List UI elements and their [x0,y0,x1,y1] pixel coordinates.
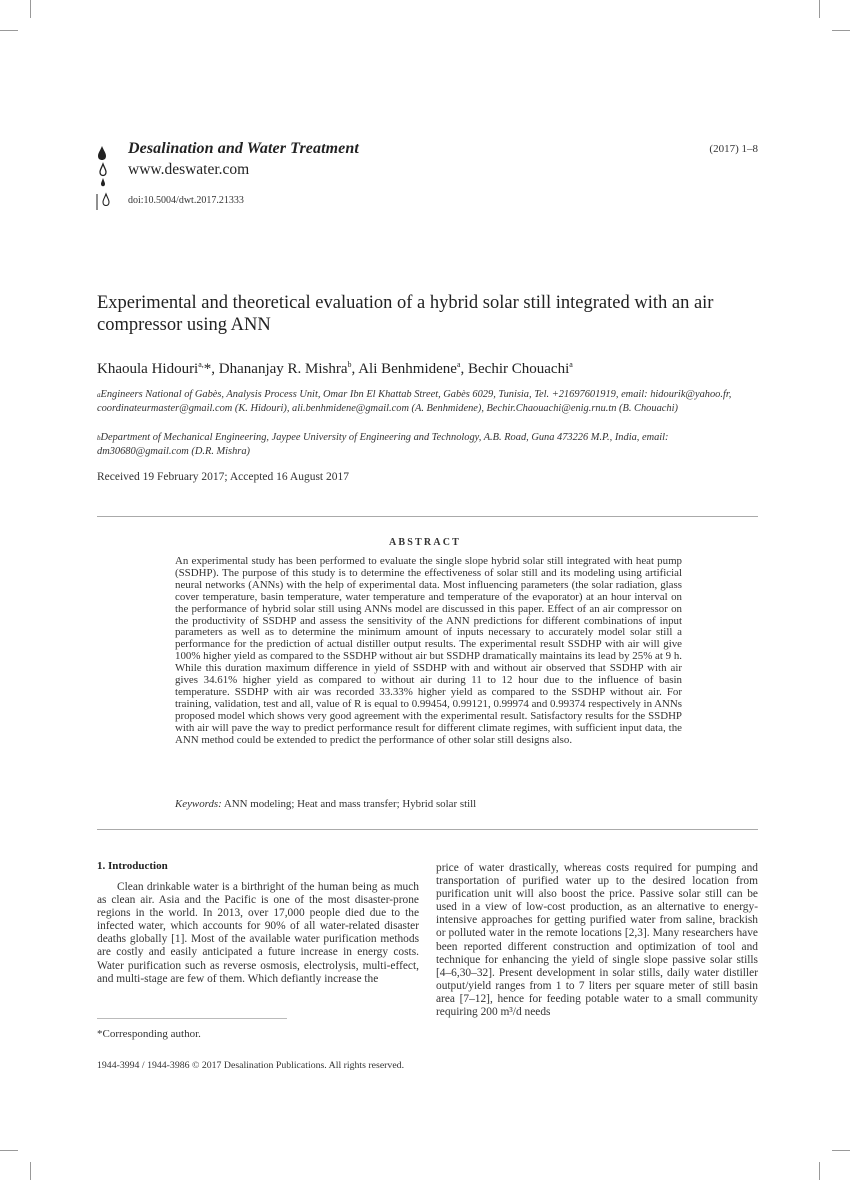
crop-mark [0,30,18,31]
corresponding-mark: * [203,361,212,377]
section-heading: 1. Introduction [97,860,168,872]
author-affil-mark: a [569,360,573,369]
crop-mark [832,30,850,31]
crop-mark [30,1162,31,1180]
author-separator: , [351,361,359,377]
article-title: Experimental and theoretical evaluation of a hybrid solar still integrated with an air compressor using ANN [97,293,714,335]
received-dates: Received 19 February 2017; Accepted 16 August 2017 [97,471,349,483]
affiliation [97,388,757,416]
affiliation-text: Department of Mechanical Engineering, Jaypee University of Engineering and Technology, A.B. Road, Guna 473226 M.P., India, email: dm30680@gmail.com (D.R. Mishra) [97,432,669,458]
affiliation-mark: b [97,434,101,442]
page-range: (2017) 1–8 [709,143,758,155]
water-drop-logo-icon [96,142,114,212]
author-list [97,361,573,378]
crop-mark [819,1162,820,1180]
journal-title: Desalination and Water Treatment [128,140,359,157]
keywords-label: Keywords: [175,798,222,810]
body-column-right [436,862,758,1019]
author-affil-mark: a [456,360,461,369]
abstract-text: An experimental study has been performed to evaluate the single slope hybrid solar still integrated with heat pump (SSDHP). The purpose of this study is to determine the effectiveness of solar still and its modeling using artificial neural networks (ANNs) with the help of experimental data. Most influencing parameters (the solar radiation, glass cover temperature, basin temperature, water temperature and temperature of the evaporator) at an hour interval on the performance of hybrid solar still using ANNs model are discussed in this paper. Effect of an air compressor on the productivity of SSDHP and assess the sensitivity of the ANN predictions for different combinations of input parameters as well as to determine the minimum amount of inputs necessary to accurately model solar still a performance for the prediction of actual distiller output results. The experimental result SSDHP with air will give 100% higher yield as compared to the SSDHP without air but SSDHP dramatically maintains its lead by 25% at 9 h. While this duration maximum difference in yield of SSDHP with and without air observed that SSDHP with air gives 34.61% higher yield as compared to without air during 11 to 12 hour due to the influence of basin temperature. SSDHP with air was recorded 33.33% higher yield as compared to the SSDHP without air. For training, validation, test and all, value of R is equal to 0.99454, 0.99121, 0.99974 and 0.99374 respectively in ANNs proposed model which shows very good agreement with the experimental result. Satisfactory results for the SSDHP with air will pave the way to predict performance result for different climate regimes, with sufficient input data, the ANN method could be extended to predict the performance of other solar still designs also. [175,555,682,746]
body-paragraph: price of water drastically, whereas costs required for pumping and transportation of purified water up to the desired location from purification unit will also boost the price. Passive solar still can be used in a view of low-cost production, as an alternative to energy-intensive approaches for getting purified water from saline, brackish or polluted water in the remote locations [2,3]. Many researchers have been reported different construction and optimization of tool and technique for enhancing the yield of single slope passive solar stills [4–6,30–32]. Present development in solar stills, daily water distiller output/yield ranges from 1 to 7 liters per square meter of still basin area [7–12], hence for feeding potable water to a small community requiring 200 m³/d needs [436,862,758,1019]
author-name: Bechir Chouachi [468,361,570,377]
author-affil-mark: b [347,360,352,369]
author-name: Ali Benhmidene [358,361,457,377]
author-name: Dhananjay R. Mishra [218,361,348,377]
crop-mark [819,0,820,18]
doi[interactable]: doi:10.5004/dwt.2017.21333 [128,195,244,206]
journal-url[interactable]: www.deswater.com [128,161,250,178]
crop-mark [0,1150,18,1151]
abstract-heading: ABSTRACT [388,537,462,548]
affiliation [97,431,757,459]
body-column-left [97,881,419,986]
body-paragraph: Clean drinkable water is a birthright of the human being as much as clean air. Asia and the Pacific is one of the most disaster-prone regions in the world. In 2013, over 17,000 people died due to the infected water, which accounts for 90% of all water-related disaster deaths globally [1]. Most of the available water purification methods are costly and easily anticipated a future increase in energy costs. Water purification such as reverse osmosis, electrolysis, multi-effect, and multi-stage are few of them. Which defiantly increase the [97,881,419,985]
author-affil-mark: a, [198,360,204,369]
author-separator: , [211,361,219,377]
affiliation-mark: a [97,391,101,399]
copyright-line: 1944-3994 / 1944-3986 © 2017 Desalination Publications. All rights reserved. [97,1060,405,1071]
author-separator: , [460,361,469,377]
crop-mark [832,1150,850,1151]
keywords-text: ANN modeling; Heat and mass transfer; Hybrid solar still [223,798,477,810]
footnote: *Corresponding author. [97,1028,201,1040]
divider [97,516,758,517]
footnote-divider [97,1018,287,1019]
keywords [175,798,476,810]
affiliation-text: Engineers National of Gabès, Analysis Process Unit, Omar Ibn El Khattab Street, Gabès 6029, Tunisia, Tel. +21697601919, email: hidourik@yahoo.fr, coordinateurmaster@gmail.com (K. Hidouri), ali.benhmidene@gmail.com (A. Benhmidene), Bechir.Chaouachi@enig.rnu.tn (B. Chouachi) [97,389,732,415]
divider [97,829,758,830]
crop-mark [30,0,31,18]
author-name: Khaoula Hidouri [97,361,199,377]
